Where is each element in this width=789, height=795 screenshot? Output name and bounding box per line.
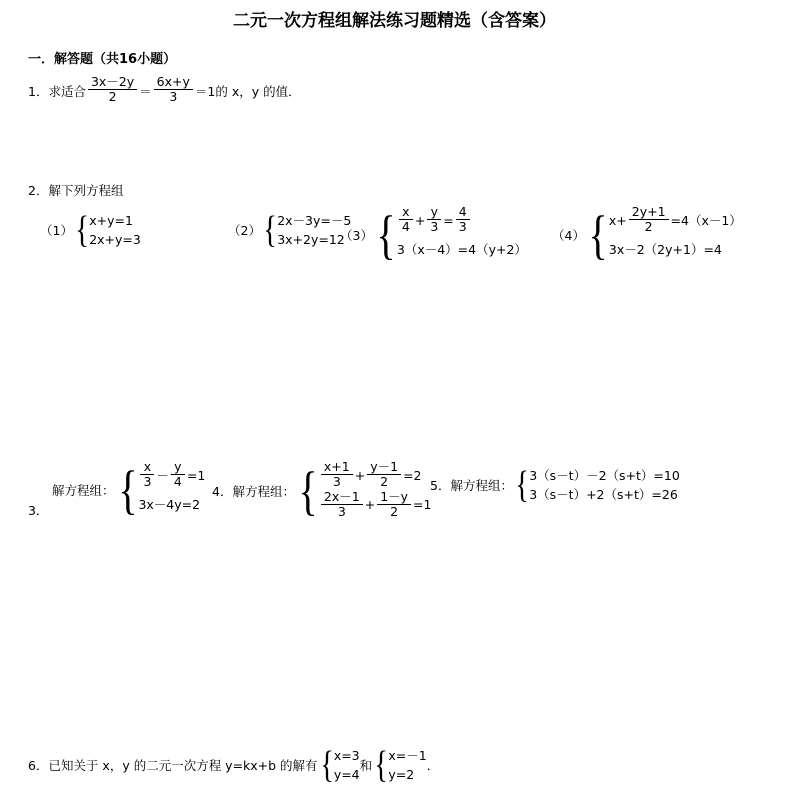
fraction-denominator: 3 xyxy=(332,474,341,490)
equation-rows xyxy=(397,206,527,265)
equation-row xyxy=(319,488,432,521)
row-suffix: =2 xyxy=(403,467,422,483)
equation-row: 2x+y=3 xyxy=(89,232,141,248)
row-suffix: =1 xyxy=(186,467,206,483)
left-brace-icon: { xyxy=(588,205,608,265)
question-2-item-2 xyxy=(228,208,352,251)
equation-system xyxy=(585,206,742,265)
plus-sign: + xyxy=(414,212,426,228)
equation-system xyxy=(295,461,432,521)
fraction-numerator: 3x－2y xyxy=(88,75,137,90)
left-brace-icon: { xyxy=(263,208,277,251)
equation-system xyxy=(115,461,206,520)
question-6 xyxy=(28,743,440,786)
question-2-item-2-label: （2） xyxy=(228,223,261,239)
fraction-denominator: 4 xyxy=(173,474,182,490)
question-1 xyxy=(28,76,301,106)
left-brace-icon: { xyxy=(319,743,334,786)
page-title: 二元一次方程组解法练习题精选（含答案） xyxy=(233,11,556,31)
question-3 xyxy=(52,461,205,520)
equation-row: 3（s－t）+2（s+t）=26 xyxy=(529,487,678,503)
equation-system xyxy=(261,208,352,251)
equation-row: 3x－2（2y+1）=4 xyxy=(608,241,722,257)
question-6-tail: ． xyxy=(426,758,440,774)
equation-row xyxy=(609,206,742,236)
fraction-denominator: 4 xyxy=(401,219,410,235)
section-heading: 一．解答题（共16小题） xyxy=(28,52,177,67)
equation-row: y=2 xyxy=(388,767,415,783)
equation-rows xyxy=(388,746,426,785)
fraction-numerator: y－1 xyxy=(367,460,401,475)
fraction xyxy=(140,460,154,490)
fraction-numerator: y xyxy=(427,205,441,220)
fraction-numerator: y xyxy=(171,460,185,475)
fraction-denominator: 2 xyxy=(108,89,117,105)
question-2-item-4 xyxy=(552,206,742,265)
row-suffix: =1 xyxy=(413,497,432,513)
question-3-lead: 解方程组： xyxy=(52,483,115,499)
equals-sign: = xyxy=(443,212,454,228)
equation-rows xyxy=(138,461,205,520)
equation-rows xyxy=(319,461,432,521)
question-2-item-3 xyxy=(340,206,527,265)
fraction-numerator: 2x－1 xyxy=(321,490,363,505)
equation-row: 3x+2y=12 xyxy=(277,232,345,248)
left-brace-icon: { xyxy=(515,463,529,506)
left-brace-icon: { xyxy=(374,743,389,786)
equation-row xyxy=(319,461,432,491)
fraction xyxy=(399,205,413,235)
fraction-numerator: 6x+y xyxy=(154,75,193,90)
fraction xyxy=(321,490,363,520)
equation-row xyxy=(397,206,527,236)
left-brace-icon: { xyxy=(376,205,396,265)
equation-system xyxy=(513,463,680,506)
equation-system xyxy=(318,743,360,786)
question-2-item-4-label: （4） xyxy=(552,228,585,244)
fraction xyxy=(377,490,411,520)
fraction-numerator: x+1 xyxy=(321,460,353,475)
fraction-denominator: 3 xyxy=(458,219,467,235)
equation-row: 3x－4y=2 xyxy=(138,496,201,512)
document-page xyxy=(0,6,789,795)
question-6-lead: 6．已知关于 x，y 的二元一次方程 y=kx+b 的解有 xyxy=(28,758,318,774)
question-1-fraction-1 xyxy=(88,75,137,105)
fraction-denominator: 3 xyxy=(337,504,346,520)
equation-rows xyxy=(89,211,141,250)
question-3-number: 3． xyxy=(28,503,49,518)
fraction xyxy=(321,460,353,490)
fraction xyxy=(427,205,441,235)
fraction xyxy=(456,205,470,235)
equation-row: 2x－3y=－5 xyxy=(277,213,352,228)
equation-row: x+y=1 xyxy=(89,213,133,228)
equation-system xyxy=(73,208,141,251)
equation-row: x=－1 xyxy=(388,748,427,763)
fraction-numerator: 2y+1 xyxy=(629,205,669,220)
equation-rows xyxy=(334,746,360,785)
question-1-equals-1: ＝ xyxy=(139,83,152,99)
plus-sign: + xyxy=(354,467,366,483)
plus-sign: + xyxy=(364,497,376,513)
left-brace-icon: { xyxy=(75,208,89,251)
fraction-denominator: 2 xyxy=(644,219,653,235)
left-brace-icon: { xyxy=(298,460,318,521)
fraction xyxy=(367,460,401,490)
equation-system xyxy=(373,206,527,265)
equation-row: 3（s－t）－2（s+t）=10 xyxy=(529,468,680,483)
equation-row: 3（x－4）=4（y+2） xyxy=(396,241,527,257)
minus-sign: － xyxy=(156,467,169,483)
question-5-lead: 解方程组： xyxy=(450,478,513,494)
fraction-denominator: 3 xyxy=(430,219,439,235)
equation-row: y=4 xyxy=(333,767,360,783)
fraction-numerator: x xyxy=(399,205,413,220)
fraction-numerator: 1－y xyxy=(377,490,411,505)
fraction-denominator: 2 xyxy=(390,504,399,520)
fraction xyxy=(629,205,669,235)
question-6-conjunction: 和 xyxy=(359,758,373,774)
question-4 xyxy=(212,461,431,521)
fraction-denominator: 2 xyxy=(380,474,389,490)
fraction xyxy=(171,460,185,490)
equation-row: x=3 xyxy=(333,748,360,763)
question-5-number: 5． xyxy=(430,478,451,494)
question-4-lead: 解方程组： xyxy=(232,483,295,499)
question-2-item-3-label: （3） xyxy=(340,228,373,244)
row-prefix: x+ xyxy=(608,212,627,228)
question-1-lead: 1．求适合 xyxy=(28,83,86,99)
fraction-denominator: 3 xyxy=(143,474,152,490)
fraction-numerator: 4 xyxy=(456,205,470,220)
row-suffix: =4（x－1） xyxy=(670,212,742,228)
fraction-numerator: x xyxy=(140,460,154,475)
question-2-lead: 2．解下列方程组 xyxy=(28,183,124,198)
equation-system xyxy=(372,743,427,786)
fraction-denominator: 3 xyxy=(169,89,178,105)
question-1-tail: ＝1的 x，y 的值． xyxy=(194,83,301,99)
left-brace-icon: { xyxy=(117,460,138,520)
equation-rows xyxy=(609,206,742,265)
equation-row xyxy=(138,461,205,491)
question-2-item-1 xyxy=(40,208,141,251)
question-1-fraction-2 xyxy=(154,75,193,105)
question-4-number: 4． xyxy=(212,483,233,499)
equation-rows xyxy=(529,466,680,505)
question-5 xyxy=(430,463,680,506)
question-2-item-1-label: （1） xyxy=(40,223,73,239)
